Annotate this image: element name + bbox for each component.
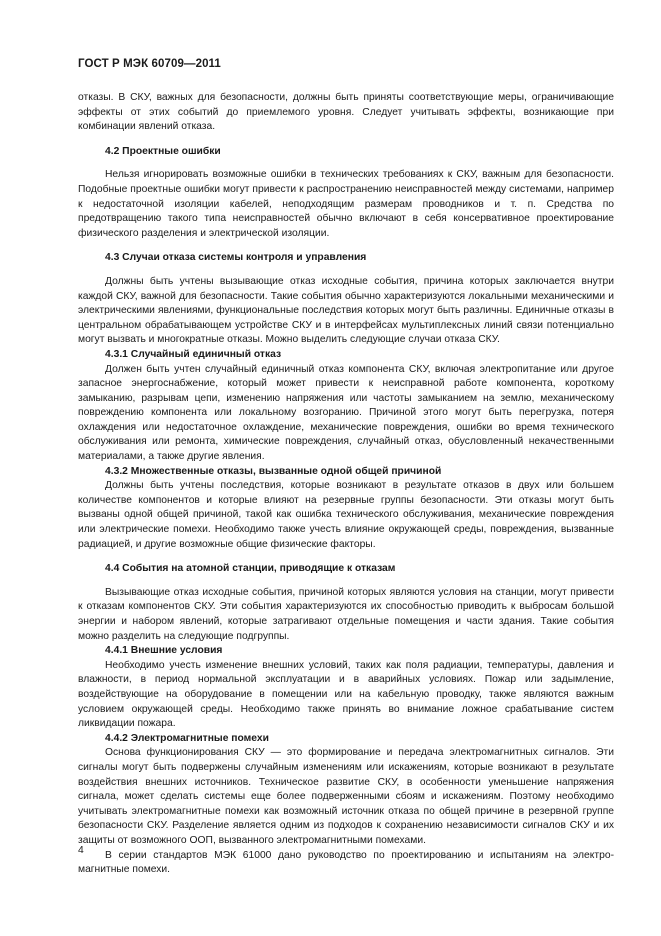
paragraph: В серии стандартов МЭК 61000 дано руководство по проектированию и испытаниям на электромагнитные помехи. [78, 849, 614, 876]
section-heading-4-2: 4.2 Проектные ошибки [105, 145, 221, 157]
section-heading-4-3: 4.3 Случаи отказа системы контроля и управления [105, 252, 367, 264]
paragraph: Должен быть учтен случайный единичный отказ компонента СКУ, включая электропитание или другое запасное энергоснабжение, который может привести к неисправной работе компонента, короткому замыканию, разрывам цепи, изменению напряжения или частоты замыканием на землю, механическому повреждению компонента или локальному возгоранию. Причиной этого могут быть перегрузка, потеря охлаждения или недостаточное охлаждение, механические повреждения, ошибки во время технического обслуживания или ремонта, химические повреждения, случайный отказ, обусловленный некачественными материалами, а также другие явления. [78, 363, 614, 463]
paragraph: Основа функционирования СКУ — это формирование и передача электромагнитных сигналов. Эти сигналы могут быть подвержены случайным изменениям или искажениям, которые возникают в результате воздействия внешних источников. Техническое развитие СКУ, в особенности уменьшение напряжения сигнала, может сделать системы еще более подверженными сбоям и искажениям. Поэтому необходимо учитывать электромагнитные помехи как возможный источник отказа по общей причине в резервной группе безопасности СКУ. Разделение является одним из подходов к сохранению независимости сигналов СКУ и их защиты от возможного ООП, вызванного электромагнитными помехами. [78, 747, 614, 846]
paragraph: Должны быть учтены последствия, которые возникают в результате отказов в двух или большем количестве компонентов и которые влияют на резервные группы безопасности. Эти отказы могут быть вызваны одной общей причиной, такой как ошибка технического обслуживания, механические повреждения или электрические помехи. Необходимо также учесть влияние окружающей среды, повреждения, вызванные радиацией, и другие возможные общие физические факторы. [78, 480, 614, 550]
subsection-heading-4-4-2: 4.4.2 Электромагнитные помехи [105, 732, 269, 744]
subsection-heading-4-3-1: 4.3.1 Случайный единичный отказ [105, 348, 282, 360]
subsection-heading-4-4-1: 4.4.1 Внешние условия [105, 645, 223, 657]
paragraph: Необходимо учесть изменение внешних условий, таких как поля радиации, температуры, давления и влажности, в период нормальной эксплуатации и в аварийных условиях. Пожар или задымление, воздействующие на оборудование в помещении или на кабельную проводку, также являются важным условием окружающей среды. Необходимо также принять во внимание ложное срабатывание систем ликвидации пожара. [78, 659, 614, 730]
document-header: ГОСТ Р МЭК 60709—2011 [78, 58, 221, 70]
subsection-heading-4-3-2: 4.3.2 Множественные отказы, вызванные одной общей причиной [105, 465, 442, 477]
document-body [78, 91, 614, 878]
section-heading-4-4: 4.4 События на атомной станции, приводящие к отказам [105, 563, 396, 575]
paragraph: Нельзя игнорировать возможные ошибки в технических требованиях к СКУ, важным для безопасности. Подобные проектные ошибки могут привести к распространению неисправностей между системами, например к недостаточной изоляции кабелей, неподходящим размерам проводников и т. п. Средства по предотвращению такого типа неисправностей обычно включают в себя консервативное проектирование физического разделения и электрической изоляции. [78, 169, 614, 239]
paragraph: отказы. В СКУ, важных для безопасности, должны быть приняты соответствующие меры, ограничивающие эффекты от этих событий до приемлемого уровня. Следует учитывать эффекты, возникающие при комбинации явлений отказа. [78, 92, 614, 133]
page-number: 4 [78, 845, 84, 856]
paragraph: Должны быть учтены вызывающие отказ исходные события, причина которых заключается внутри каждой СКУ, важной для безопасности. Такие события обычно характеризуются локальными механическими и электрическими явлениями, функциональные последствия которых могут быть различны. Единичные отказы в центральном обрабатывающем устройстве СКУ и в интерфейсах мультиплексных линий связи потенциально могут вызвать и многократные отказы. Можно выделить следующие случаи отказа СКУ. [78, 275, 614, 346]
paragraph: Вызывающие отказ исходные события, причиной которых являются условия на станции, могут привести к отказам компонентов СКУ. Эти события характеризуются их способностью приводить к выбросам большой энергии и набором явлений, которые затрагивают отдельные помещения и части здания. Такие события можно разделить на следующие подгруппы. [78, 586, 614, 642]
